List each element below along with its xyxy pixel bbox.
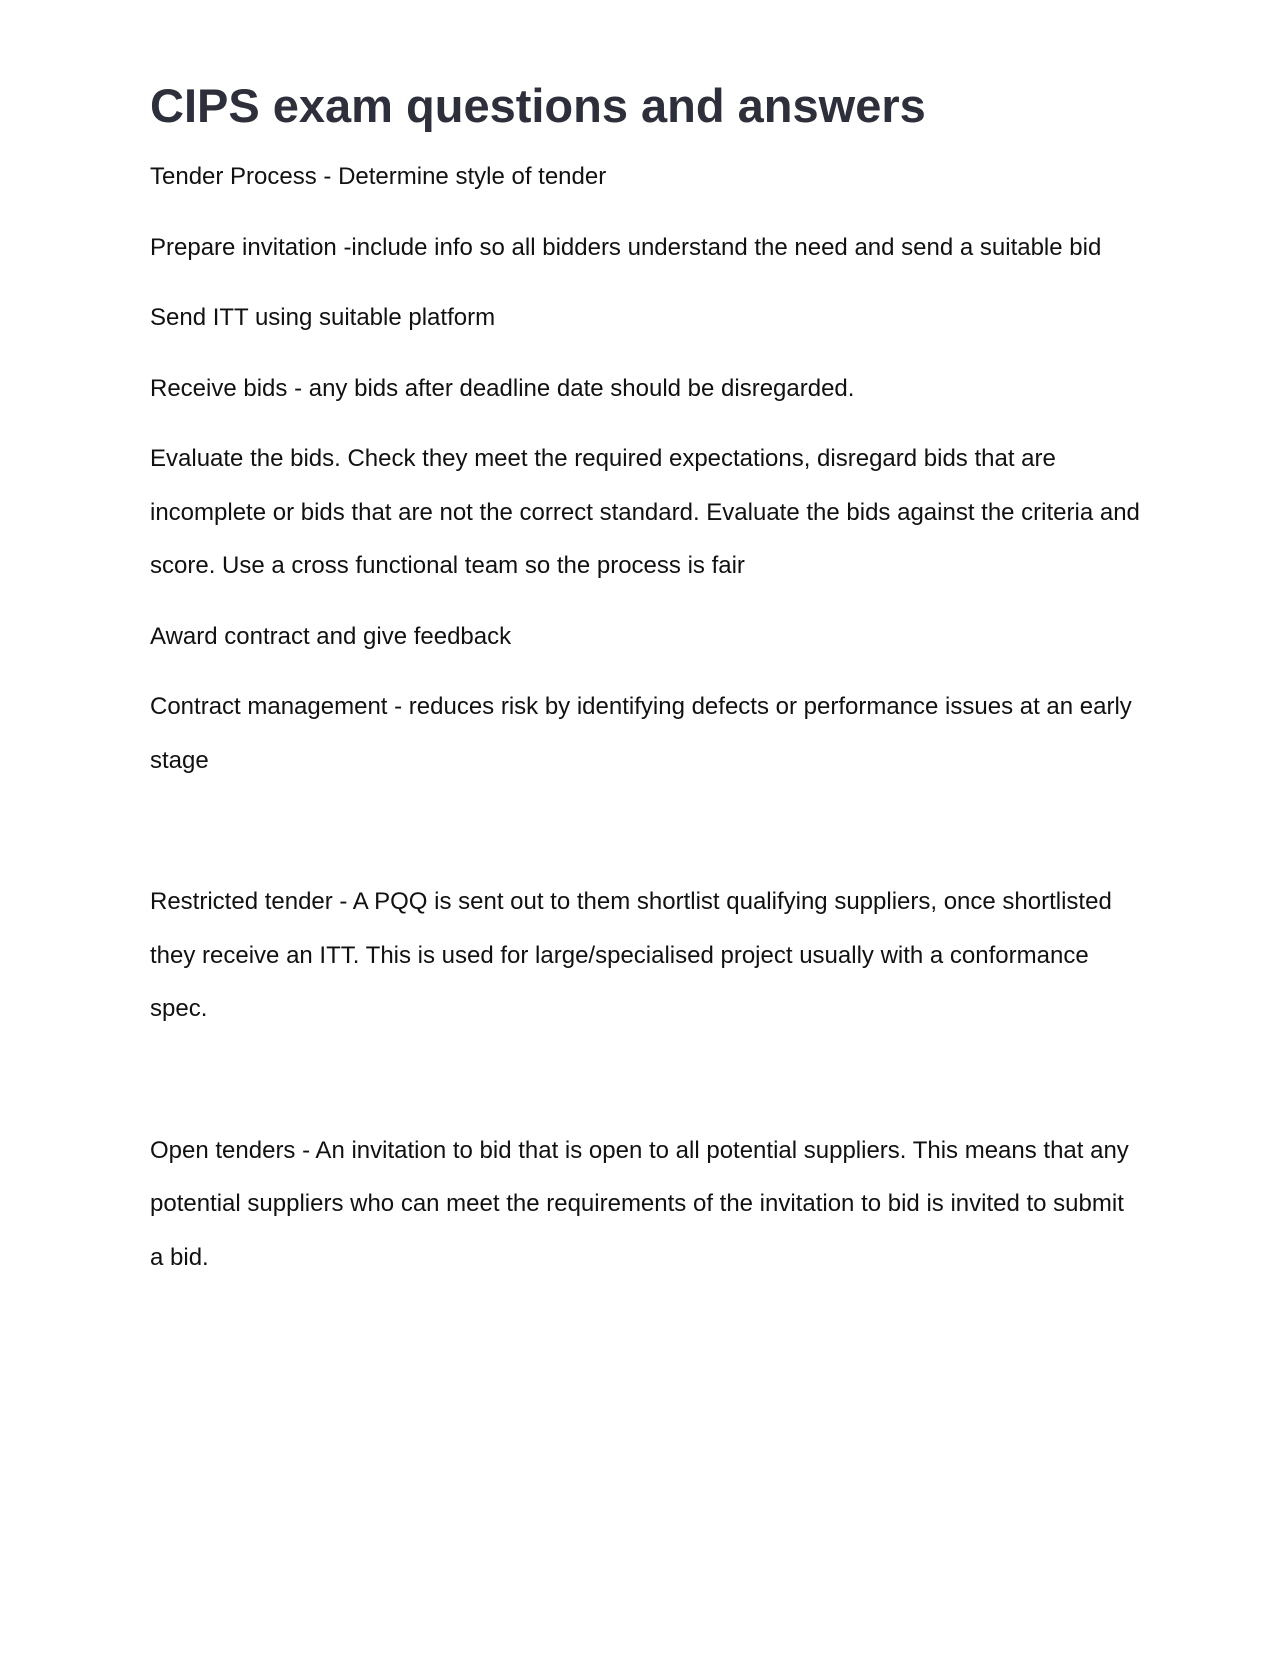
paragraph-award-contract: Award contract and give feedback (150, 622, 512, 650)
paragraph-open-tenders: Open tenders - An invitation to bid that is open to all potential suppliers. This means that any potential suppliers who can meet the requirements of the invitation to bid is invited to submit a bid. (150, 1136, 1129, 1271)
paragraph-receive-bids: Receive bids - any bids after deadline date should be disregarded. (150, 374, 855, 402)
paragraph-contract-management: Contract management - reduces risk by identifying defects or performance issues at an early stage (150, 693, 1132, 774)
document-page (150, 0, 1140, 1284)
paragraph-restricted-tender: Restricted tender - A PQQ is sent out to them shortlist qualifying suppliers, once shortlisted they receive an ITT. This is used for large/specialised project usually with a conformance spec. (150, 888, 1112, 1022)
paragraph-tender-process: Tender Process - Determine style of tender (150, 163, 607, 190)
paragraph-evaluate-bids: Evaluate the bids. Check they meet the required expectations, disregard bids that are incomplete or bids that are not the correct standard. Evaluate the bids against the criteria and score. Use a cross functional team so the process is fair (150, 445, 1140, 579)
paragraph-send-itt: Send ITT using suitable platform (150, 304, 496, 331)
page-title: CIPS exam questions and answers (150, 79, 926, 132)
paragraph-prepare-invitation: Prepare invitation -include info so all bidders understand the need and send a suitable bid (150, 233, 1102, 261)
